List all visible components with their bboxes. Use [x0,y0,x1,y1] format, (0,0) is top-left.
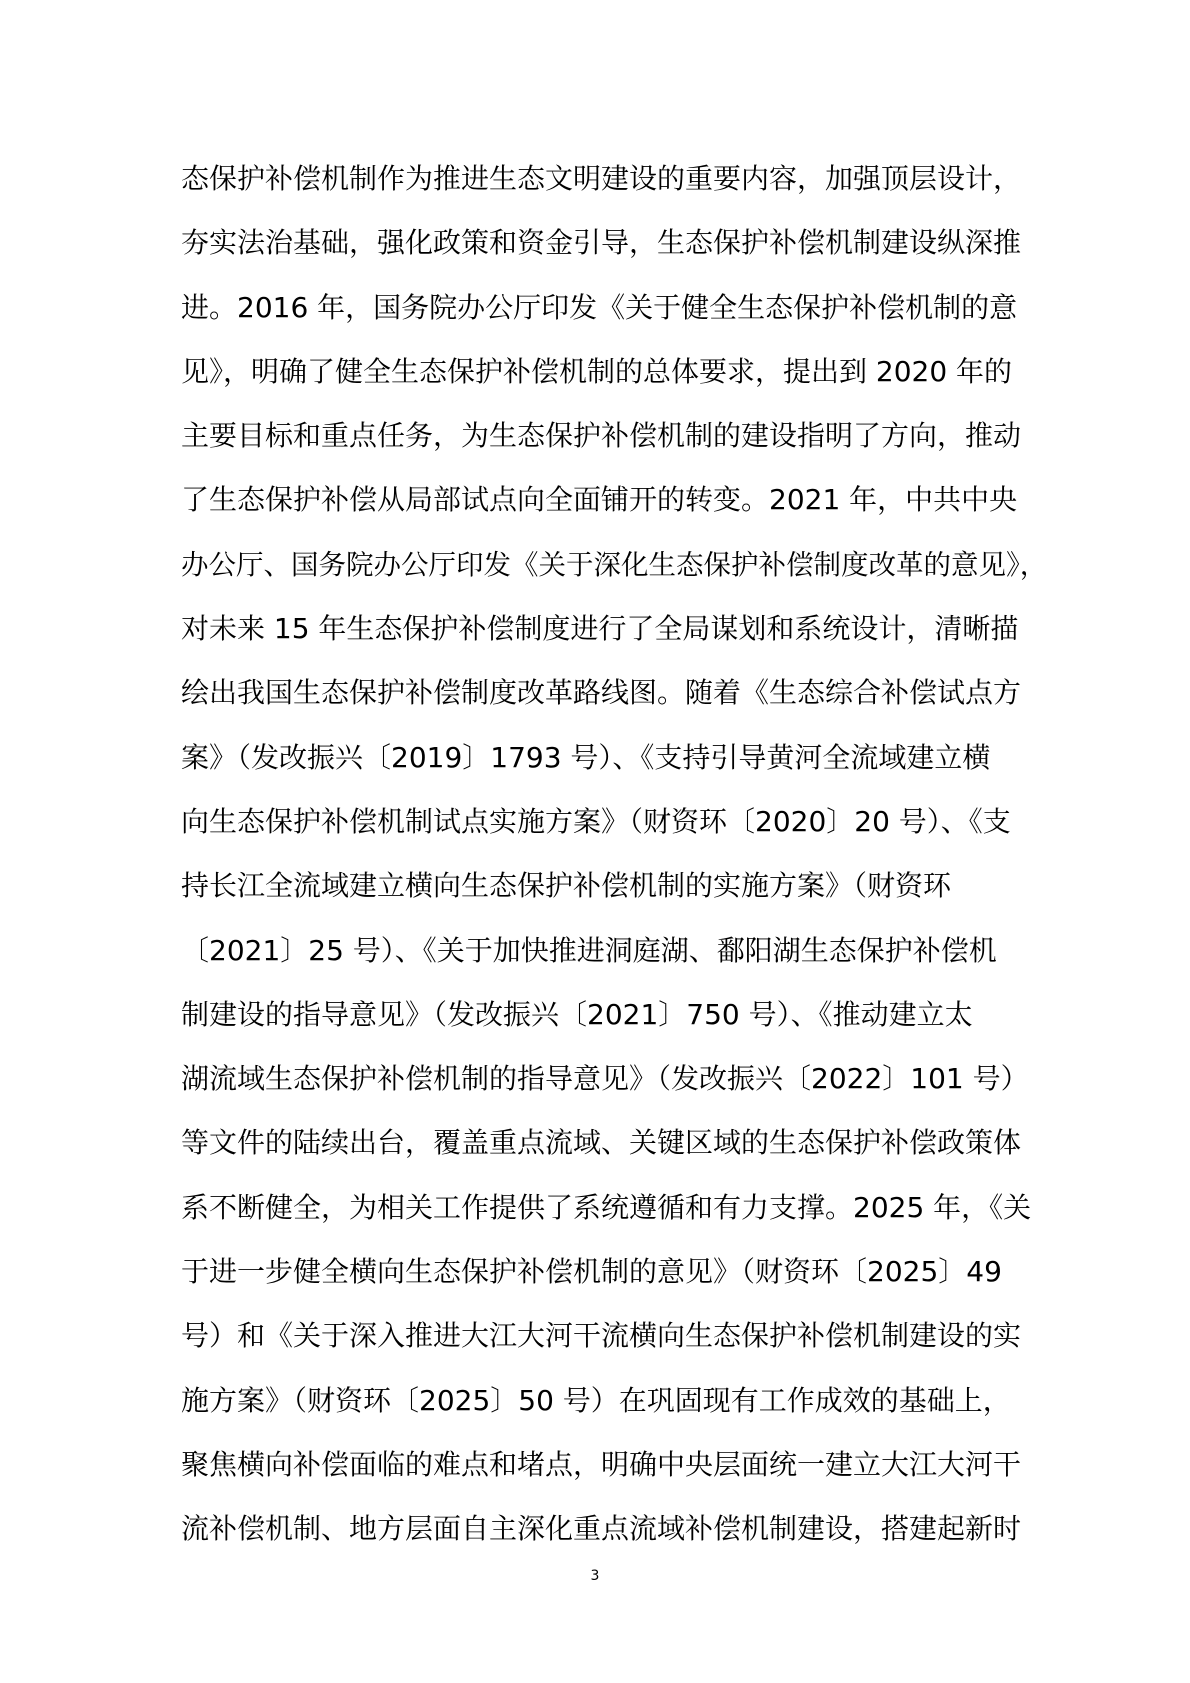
text-line-2: 夯实法治基础，强化政策和资金引导，生态保护补偿机制建设纵深推 [181,226,1022,260]
text-line-15: 湖流域生态保护补偿机制的指导意见》（发改振兴〔2022〕101 号） [181,1062,1029,1096]
text-line-17: 系不断健全，为相关工作提供了系统遵循和有力支撑。2025 年，《关 [181,1190,1032,1224]
text-line-16: 等文件的陆续出台，覆盖重点流域、关键区域的生态保护补偿政策体 [181,1126,1022,1160]
text-line-7: 办公厅、国务院办公厅印发《关于深化生态保护补偿制度改革的意见》， [181,548,1048,581]
text-line-4: 见》，明确了健全生态保护补偿机制的总体要求，提出到 2020 年的 [181,354,1013,388]
text-line-19: 号）和《关于深入推进大江大河干流横向生态保护补偿机制建设的实 [181,1319,1022,1353]
text-line-8: 对未来 15 年生态保护补偿制度进行了全局谋划和系统设计，清晰描 [181,612,1019,646]
text-line-20: 施方案》（财资环〔2025〕50 号）在巩固现有工作成效的基础上， [181,1383,1011,1417]
text-line-18: 于进一步健全横向生态保护补偿机制的意见》（财资环〔2025〕49 [181,1255,1002,1289]
page-number: 3 [590,1568,600,1584]
text-line-11: 向生态保护补偿机制试点实施方案》（财资环〔2020〕20 号）、《支 [181,804,1011,838]
text-line-12: 持长江全流域建立横向生态保护补偿机制的实施方案》（财资环 [181,869,952,903]
text-line-1: 态保护补偿机制作为推进生态文明建设的重要内容，加强顶层设计， [181,162,1022,195]
text-line-21: 聚焦横向补偿面临的难点和堵点，明确中央层面统一建立大江大河干 [181,1447,1022,1481]
text-line-9: 绘出我国生态保护补偿制度改革路线图。随着《生态综合补偿试点方 [181,676,1022,710]
body-paragraph [181,154,1061,1569]
text-line-10: 案》（发改振兴〔2019〕1793 号）、《支持引导黄河全流域建立横 [181,740,991,774]
text-line-5: 主要目标和重点任务，为生态保护补偿机制的建设指明了方向，推动 [181,419,1022,453]
text-line-6: 了生态保护补偿从局部试点向全面铺开的转变。2021 年，中共中央 [181,483,1018,517]
text-line-3: 进。2016 年，国务院办公厅印发《关于健全生态保护补偿机制的意 [181,290,1018,324]
text-line-22: 流补偿机制、地方层面自主深化重点流域补偿机制建设，搭建起新时 [181,1512,1022,1546]
text-line-13: 〔2021〕25 号）、《关于加快推进洞庭湖、鄱阳湖生态保护补偿机 [181,933,997,967]
text-line-14: 制建设的指导意见》（发改振兴〔2021〕750 号）、《推动建立太 [181,997,973,1031]
